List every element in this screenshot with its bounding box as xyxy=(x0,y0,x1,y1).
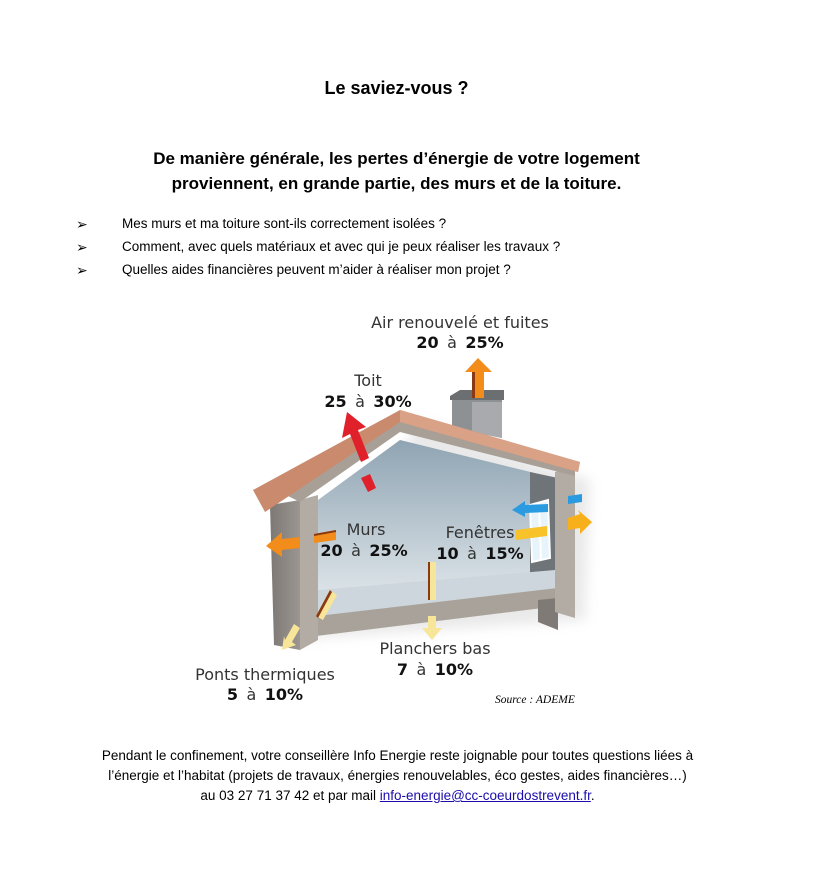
ponts-label: Ponts thermiques xyxy=(195,665,335,684)
fenetres-label: Fenêtres xyxy=(445,523,515,542)
arrow-bullet-icon: ➢ xyxy=(76,239,88,255)
air-high: 25% xyxy=(465,333,504,352)
toit-label: Toit xyxy=(354,371,382,390)
planchers-label: Planchers bas xyxy=(379,639,491,658)
house-diagram xyxy=(190,300,610,720)
air-low: 20 xyxy=(416,333,439,352)
arrow-bullet-icon: ➢ xyxy=(76,262,88,278)
right-wall xyxy=(555,468,575,618)
murs-high: 25% xyxy=(369,541,408,560)
source-credit: Source : ADEME xyxy=(495,694,575,706)
footer-line-2: l’énergie et l’habitat (projets de travaux, énergies renouvelables, éco gestes, aides financières…) xyxy=(108,768,687,783)
subtitle-line-2: proviennent, en grande partie, des murs et de la toiture. xyxy=(171,174,622,193)
ponts-high: 10% xyxy=(264,685,304,704)
list-item-text: Comment, avec quels matériaux et avec qui je peux réaliser les travaux ? xyxy=(122,239,561,254)
subtitle-line-1: De manière générale, les pertes d’énergie de votre logement xyxy=(153,149,640,168)
toit-high: 30% xyxy=(373,392,412,411)
planchers-sep: à xyxy=(416,660,427,679)
murs-value xyxy=(320,541,407,560)
house-energy-loss-illustration xyxy=(190,300,610,720)
air-value xyxy=(416,333,503,352)
subtitle xyxy=(110,146,683,196)
footer-line-3 xyxy=(40,786,755,806)
list-item xyxy=(76,214,560,237)
fenetres-value xyxy=(436,544,523,563)
toit-value xyxy=(324,392,411,411)
email-link[interactable]: info-energie@cc-coeurdostrevent.fr xyxy=(379,788,591,803)
murs-low: 20 xyxy=(320,541,343,560)
ponts-sep: à xyxy=(246,685,257,704)
murs-sep: à xyxy=(351,541,361,560)
planchers-high: 10% xyxy=(434,660,474,679)
list-item-text: Quelles aides financières peuvent m’aider à réaliser mon projet ? xyxy=(122,262,511,277)
toit-sep: à xyxy=(355,392,365,411)
list-item xyxy=(76,260,560,283)
fenetres-low: 10 xyxy=(436,544,459,563)
planchers-value xyxy=(397,660,473,679)
toit-low: 25 xyxy=(324,392,347,411)
fenetres-high: 15% xyxy=(485,544,524,563)
air-sep: à xyxy=(447,333,457,352)
list-item xyxy=(76,237,560,260)
list-item-text: Mes murs et ma toiture sont-ils correctement isolées ? xyxy=(122,216,447,231)
left-wall-inner xyxy=(300,495,318,650)
fenetres-sep: à xyxy=(467,544,477,563)
page-title: Le saviez-vous ? xyxy=(324,78,469,98)
planchers-low: 7 xyxy=(396,660,409,679)
phone-text: au 03 27 71 37 42 et par mail xyxy=(200,788,380,803)
footer-period: . xyxy=(590,788,595,803)
murs-label: Murs xyxy=(346,520,386,539)
air-label: Air renouvelé et fuites xyxy=(371,313,549,332)
arrow-bullet-icon: ➢ xyxy=(76,216,88,232)
footer-text xyxy=(40,746,755,806)
ponts-low: 5 xyxy=(226,685,239,704)
question-list xyxy=(76,214,560,283)
ponts-value xyxy=(227,685,303,704)
footer-line-1: Pendant le confinement, votre conseillère Info Energie reste joignable pour toutes questions liées à xyxy=(101,748,694,763)
